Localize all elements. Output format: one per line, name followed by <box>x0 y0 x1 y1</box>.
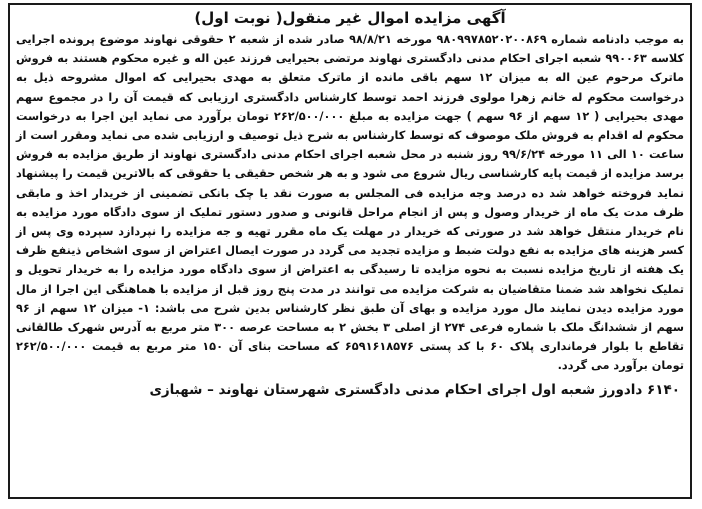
notice-footer: ۶۱۴۰ دادورز شعبه اول اجرای احکام مدنی دادگستری شهرستان نهاوند – شهبازی <box>149 381 680 398</box>
notice-title: آگهی مزایده اموال غیر منقول( نوبت اول) <box>194 9 506 27</box>
notice-body: به موجب دادنامه شماره ۹۸۰۹۹۷۸۵۲۰۲۰۰۸۶۹ مورخه ۹۸/۸/۲۱ صادر شده از شعبه ۲ حقوقی نهاوند موضوع پرونده اجرایی کلاسه ۹۹۰۰۶۳ شعبه اجرای احکام مدنی دادگستری نهاوند مرتضی بحیرایی فرزند عین اله و غیره محکوم هستند به فروش ماترک مرحوم عین اله به میزان ۱۲ سهم باقی مانده از ماترک متعلق به مهدی بحیرایی که اموال مشروحه ذیل به درخواست محکوم له خانم زهرا مولوی فرزند احمد توسط کارشناس دادگستری ارزیابی که قیمت آن را در مجموع سهم مهدی بحیرایی ( ۱۲ سهم از ۹۶ سهم ) جهت مزایده به مبلغ ۲۶۲/۵۰۰/۰۰۰ تومان برآورد می نماید این اجرا به درخواست محکوم له اقدام به فروش ملک موصوف که توسط کارشناس به شرح ذیل توصیف و ارزیابی شده می نماید ومقرر است از ساعت ۱۰ الی ۱۱ مورخه ۹۹/۶/۲۴ روز شنبه در محل شعبه اجرای احکام مدنی دادگستری نهاوند از طریق مزایده به فروش برسد مزایده از قیمت پایه کارشناسی ریال شروع می شود و به هر شخص حقیقی یا حقوقی که بالاترین قیمت را پیشنهاد نماید فروخته خواهد شد ده درصد وجه مزایده فی المجلس به صورت نقد یا چک بانکی تضمینی از خریدار اخذ و مابقی ظرف مدت یک ماه از خریدار وصول و پس از انجام مراحل قانونی و صدور دستور تملیک از سوی دادگاه مورد مزایده به نام خریدار منتقل خواهد شد در صورتی که خریدار در مهلت یک ماه مقرر تهیه و جه مزایده را نپردازد سپرده وی پس از کسر هزینه های مزایده به نفع دولت ضبط و مزایده تجدید می گردد در صورت ایصال اعتراض از سوی اشخاص ذینفع ظرف یک هفته از تاریخ مزایده نسبت به نحوه مزایده تا رسیدگی به اعتراض از سوی دادگاه مورد مزایده را به خریدار تحویل و تملیک نخواهد شد ضمنا متقاضیان به شرکت مزایده می توانند در مدت پنج روز قبل از مزایده با هماهنگی این اجرا از مال مورد مزایده دیدن نمایند مال مورد مزایده و بهای آن طبق نظر کارشناس بدین شرح می باشد: ۱- میزان ۱۲ سهم از ۹۶ سهم از ششدانگ ملک با شماره فرعی ۲۷۴ از اصلی ۳ بخش ۲ به مساحت عرصه ۳۰۰ متر مربع به آدرس شهرک طالقانی تقاطع با بلوار فرمانداری پلاک ۶۰ با کد پستی ۶۵۹۱۶۱۸۵۷۶ که مساحت بنای آن ۱۵۰ متر مربع به قیمت ۲۶۲/۵۰۰/۰۰۰ تومان برآورد می گردد. <box>16 33 685 373</box>
auction-notice <box>8 3 692 499</box>
